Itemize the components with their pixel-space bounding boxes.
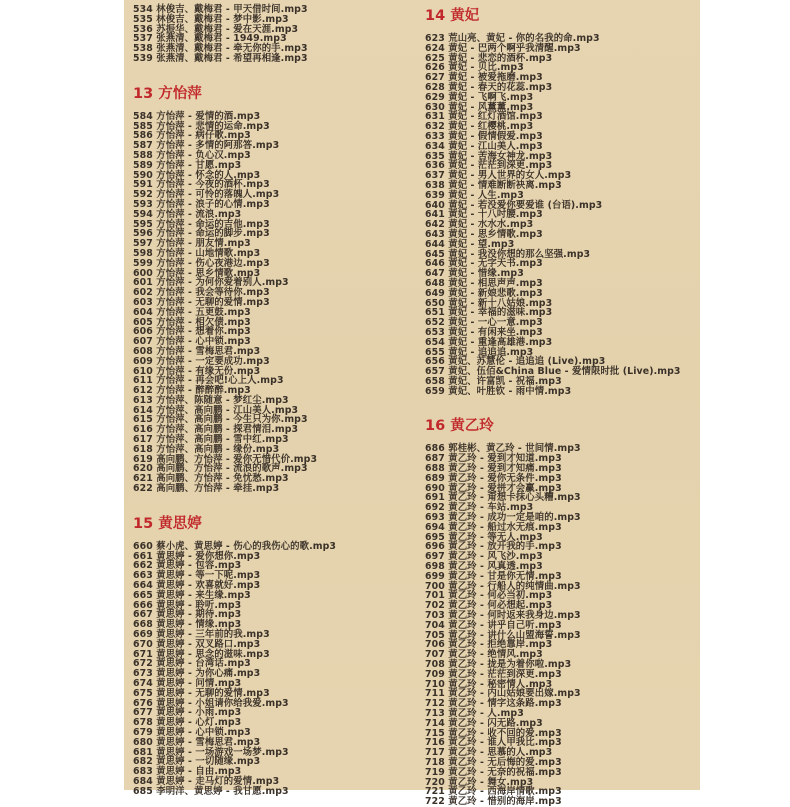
track-line: 688 黄乙玲 - 爱到才知痛.mp3	[425, 463, 562, 475]
track-line: 599 方怡萍 - 伤心夜港边.mp3	[133, 257, 270, 269]
track-line: 633 黄妃 - 假情假爱.mp3	[425, 130, 543, 142]
track-line: 663 黄思婷 - 等一下呢.mp3	[133, 570, 261, 582]
track-line: 696 黄乙玲 - 放开我的手.mp3	[425, 541, 562, 553]
track-line: 700 黄乙玲 - 行船人的纯情曲.mp3	[425, 580, 581, 592]
track-line: 683 黄思婷 - 自由.mp3	[133, 766, 242, 778]
track-line: 596 方怡萍 - 命运的脚步.mp3	[133, 228, 270, 240]
track-line: 635 黄妃 - 苦海女神龙.mp3	[425, 150, 553, 162]
track-line: 671 黄思婷 - 思念的滋味.mp3	[133, 648, 270, 660]
track-line: 634 黄妃 - 江山美人.mp3	[425, 140, 543, 152]
track-line: 538 张燕清、戴梅君 - 牵无你的手.mp3	[133, 43, 308, 55]
track-line: 658 黄妃、许富凯 - 祝福.mp3	[425, 375, 562, 387]
track-line: 606 方怡萍 - 想着你.mp3	[133, 326, 251, 338]
track-line: 678 黄思婷 - 心灯.mp3	[133, 717, 242, 729]
track-line: 691 黄乙玲 - 甭想卡抹心头糟.mp3	[425, 492, 581, 504]
track-line: 611 方怡萍 - 再会吧!心上人.mp3	[133, 375, 284, 387]
track-line: 707 黄乙玲 - 绝情风.mp3	[425, 649, 543, 661]
track-line: 695 黄乙玲 - 等无人.mp3	[425, 531, 543, 543]
track-line: 708 黄乙玲 - 拢是为着你啦.mp3	[425, 659, 572, 671]
track-line: 699 黄乙玲 - 甘是你无情.mp3	[425, 570, 562, 582]
track-line: 665 黄思婷 - 来生缘.mp3	[133, 589, 251, 601]
track-line: 657 黄妃、伍佰&China Blue - 爱情限时批 (Live).mp3	[425, 366, 681, 378]
section-header: 13 方怡萍	[133, 85, 202, 102]
track-line: 715 黄乙玲 - 收不回的爱.mp3	[425, 727, 562, 739]
track-line: 615 方怡萍、高向鹏 - 今生只为你.mp3	[133, 414, 308, 426]
track-line: 722 黄乙玲 - 惜别的海岸.mp3	[425, 796, 562, 807]
track-line: 647 黄妃 - 惜缘.mp3	[425, 268, 524, 280]
track-line: 627 黄妃 - 被爱拖磨.mp3	[425, 72, 543, 84]
track-line: 640 黄妃 - 若没爱你要爱谁 (台语).mp3	[425, 199, 603, 211]
track-line: 709 黄乙玲 - 茫茫到深更.mp3	[425, 668, 562, 680]
track-line: 662 黄思婷 - 包容.mp3	[133, 560, 242, 572]
track-line: 621 高向鹏、方怡萍 - 免忧愁.mp3	[133, 473, 289, 485]
track-line: 670 黄思婷 - 双叉路口.mp3	[133, 638, 261, 650]
track-line: 677 黄思婷 - 小雨.mp3	[133, 707, 242, 719]
track-line: 598 方怡萍 - 山地情歌.mp3	[133, 247, 261, 259]
track-line: 645 黄妃 - 我没你想的那么坚强.mp3	[425, 248, 591, 260]
track-line: 604 方怡萍 - 五更鼓.mp3	[133, 306, 251, 318]
track-line: 687 黄乙玲 - 爱到才知道.mp3	[425, 453, 562, 465]
track-line: 701 黄乙玲 - 何必当初.mp3	[425, 590, 553, 602]
section-header: 14 黄妃	[425, 8, 480, 24]
track-line: 703 黄乙玲 - 何时返来我身边.mp3	[425, 610, 581, 622]
track-line: 589 方怡萍 - 甘愿.mp3	[133, 159, 242, 171]
track-line: 595 方怡萍 - 命运的吉他.mp3	[133, 218, 270, 230]
track-line: 605 方怡萍 - 相欠债.mp3	[133, 316, 251, 328]
track-line: 644 黄妃 - 望.mp3	[425, 238, 515, 250]
track-line: 702 黄乙玲 - 何必想起.mp3	[425, 600, 553, 612]
track-line: 718 黄乙玲 - 无后悔的爱.mp3	[425, 756, 562, 768]
track-line: 612 方怡萍 - 醉醉醉.mp3	[133, 385, 251, 397]
track-line: 630 黄妃 - 风薰薰.mp3	[425, 101, 534, 113]
track-line: 714 黄乙玲 - 闪无路.mp3	[425, 717, 543, 729]
playlist-right-column	[425, 0, 710, 807]
track-line: 586 方怡萍 - 病仔歌.mp3	[133, 130, 251, 142]
track-line: 690 黄乙玲 - 爱拼才会赢.mp3	[425, 482, 562, 494]
track-line: 603 方怡萍 - 无聊的爱情.mp3	[133, 296, 270, 308]
track-line: 717 黄乙玲 - 思慕的人.mp3	[425, 747, 553, 759]
track-line: 607 方怡萍 - 心中锁.mp3	[133, 336, 251, 348]
track-line: 655 黄妃 - 追追追.mp3	[425, 346, 534, 358]
playlist-left-column	[133, 0, 425, 797]
track-line: 698 黄乙玲 - 风真透.mp3	[425, 561, 543, 573]
track-line: 710 黄乙玲 - 秘密情人.mp3	[425, 678, 553, 690]
track-line: 648 黄妃 - 相思声声.mp3	[425, 277, 543, 289]
track-line: 661 黄思婷 - 爱你想你.mp3	[133, 550, 261, 562]
track-line: 666 黄思婷 - 聆听.mp3	[133, 599, 242, 611]
track-line: 668 黄思婷 - 情缘.mp3	[133, 619, 242, 631]
track-line: 711 黄乙玲 - 内山姑娘要出嫁.mp3	[425, 688, 581, 700]
track-line: 674 黄思婷 - 问情.mp3	[133, 678, 242, 690]
track-line: 631 黄妃 - 红灯酒馆.mp3	[425, 111, 543, 123]
track-line: 675 黄思婷 - 无聊的爱情.mp3	[133, 687, 270, 699]
track-line: 682 黄思婷 - 一切随缘.mp3	[133, 756, 261, 768]
track-line: 535 林俊吉、戴梅君 - 梦中影.mp3	[133, 13, 289, 25]
track-line: 609 方怡萍 - 一定要成功.mp3	[133, 355, 270, 367]
track-line: 721 黄乙玲 - 西海岸情歌.mp3	[425, 786, 562, 798]
track-line: 619 高向鹏、方怡萍 - 爱你无惜代价.mp3	[133, 453, 318, 465]
track-line: 659 黄妃、叶胜钦 - 雨中情.mp3	[425, 385, 572, 397]
track-line: 676 黄思婷 - 小姐请你给我爱.mp3	[133, 697, 289, 709]
track-line: 624 黄妃 - 巴两个啊乎我清醒.mp3	[425, 42, 581, 54]
section-header: 15 黄思婷	[133, 515, 202, 532]
track-line: 618 方怡萍、高向鹏 - 缘份.mp3	[133, 443, 280, 455]
track-line: 623 荒山亮、黄妃 - 你的名我的命.mp3	[425, 33, 600, 44]
track-line: 641 黄妃 - 十八吋腰.mp3	[425, 209, 543, 221]
track-line: 669 黄思婷 - 三年前的我.mp3	[133, 629, 270, 641]
track-line: 720 黄乙玲 - 舞女.mp3	[425, 776, 534, 788]
track-line: 653 黄妃 - 有闲来坐.mp3	[425, 326, 543, 338]
track-line: 681 黄思婷 - 一场游戏一场梦.mp3	[133, 746, 289, 758]
track-line: 636 黄妃 - 茫茫到深更.mp3	[425, 160, 553, 172]
track-line: 613 方怡萍、陈随意 - 梦红尘.mp3	[133, 394, 289, 406]
track-line: 591 方怡萍 - 今夜的酒杯.mp3	[133, 179, 270, 191]
track-line: 686 郭桂彬、黄乙玲 - 世间情.mp3	[425, 443, 581, 455]
track-line: 651 黄妃 - 幸福的滋味.mp3	[425, 307, 553, 319]
track-line: 650 黄妃 - 新十八姑娘.mp3	[425, 297, 553, 309]
track-line: 536 苏振华、戴梅君 - 爱在天涯.mp3	[133, 23, 299, 35]
track-line: 617 方怡萍、高向鹏 - 雪中红.mp3	[133, 434, 289, 446]
track-line: 642 黄妃 - 水水水.mp3	[425, 219, 534, 231]
track-line: 620 高向鹏、方怡萍 - 流浪的歌声.mp3	[133, 463, 308, 475]
track-line: 601 方怡萍 - 为何你爱着别人.mp3	[133, 277, 289, 289]
track-line: 643 黄妃 - 思乡情歌.mp3	[425, 228, 543, 240]
track-line: 694 黄乙玲 - 船过水无痕.mp3	[425, 521, 562, 533]
track-line: 534 林俊吉、戴梅君 - 甲天借时间.mp3	[133, 4, 308, 15]
track-line: 584 方怡萍 - 爱情的酒.mp3	[133, 110, 261, 122]
track-line: 693 黄乙玲 - 成功一定是咱的.mp3	[425, 512, 581, 524]
track-line: 637 黄妃 - 男人世界的女人.mp3	[425, 170, 572, 182]
track-line: 713 黄乙玲 - 人.mp3	[425, 708, 524, 719]
track-line: 667 黄思婷 - 期待.mp3	[133, 609, 242, 621]
track-line: 649 黄妃 - 新娘悲歌.mp3	[425, 287, 543, 299]
track-line: 705 黄乙玲 - 讲什么山盟海誓.mp3	[425, 629, 581, 641]
track-line: 537 张燕清、戴梅君 - 1949.mp3	[133, 33, 287, 45]
track-line: 602 方怡萍 - 我会等待你.mp3	[133, 287, 270, 299]
track-line: 656 黄妃、苏慧伦 - 追追追 (Live).mp3	[425, 356, 606, 368]
track-line: 680 黄思婷 - 雪梅思君.mp3	[133, 736, 261, 748]
track-line: 632 黄妃 - 红樱桃.mp3	[425, 121, 534, 133]
track-line: 639 黄妃 - 人生.mp3	[425, 189, 524, 201]
track-line: 539 张燕清、戴梅君 - 希望再相逢.mp3	[133, 52, 308, 64]
track-line: 704 黄乙玲 - 讲乎自己听.mp3	[425, 619, 562, 631]
track-line: 629 黄妃 - 飞啊飞.mp3	[425, 91, 534, 103]
track-line: 685 李明洋、黄思婷 - 我甘愿.mp3	[133, 785, 289, 797]
track-line: 672 黄思婷 - 台湾话.mp3	[133, 658, 251, 670]
track-line: 592 方怡萍 - 可怜的落魄人.mp3	[133, 189, 280, 201]
track-line: 706 黄乙玲 - 拒绝靠岸.mp3	[425, 639, 553, 651]
track-line: 689 黄乙玲 - 爱你无条件.mp3	[425, 472, 562, 484]
track-line: 622 高向鹏、方怡萍 - 牵挂.mp3	[133, 483, 280, 495]
track-line: 660 蔡小虎、黄思婷 - 伤心的我伤心的歌.mp3	[133, 540, 337, 552]
track-line: 588 方怡萍 - 负心汉.mp3	[133, 149, 251, 161]
track-line: 664 黄思婷 - 欢喜就好.mp3	[133, 580, 261, 592]
section-header: 16 黄乙玲	[425, 418, 494, 435]
track-line: 712 黄乙玲 - 情字这条路.mp3	[425, 698, 562, 710]
track-line: 593 方怡萍 - 浪子的心情.mp3	[133, 198, 270, 210]
track-line: 616 方怡萍、高向鹏 - 探君情泪.mp3	[133, 424, 299, 436]
track-line: 590 方怡萍 - 怀念的人.mp3	[133, 169, 261, 181]
track-line: 719 黄乙玲 - 无奈的祝福.mp3	[425, 766, 562, 778]
track-line: 646 黄妃 - 无字天书.mp3	[425, 258, 543, 270]
track-line: 614 方怡萍、高向鹏 - 江山美人.mp3	[133, 404, 299, 416]
track-line: 697 黄乙玲 - 风飞沙.mp3	[425, 551, 543, 563]
track-line: 594 方怡萍 - 流浪.mp3	[133, 208, 242, 220]
track-line: 587 方怡萍 - 多情的阿那答.mp3	[133, 140, 280, 152]
track-line: 716 黄乙玲 - 谁人甲我比.mp3	[425, 737, 562, 749]
track-line: 652 黄妃 - 一心一意.mp3	[425, 317, 543, 329]
track-line: 692 黄乙玲 - 车站.mp3	[425, 502, 534, 514]
track-line: 628 黄妃 - 春天的花蕊.mp3	[425, 81, 553, 93]
track-line: 625 黄妃 - 悲恋的酒杯.mp3	[425, 52, 553, 64]
track-line: 600 方怡萍 - 思乡情歌.mp3	[133, 267, 261, 279]
track-line: 597 方怡萍 - 朋友情.mp3	[133, 238, 251, 250]
track-line: 610 方怡萍 - 有缘无份.mp3	[133, 365, 261, 377]
track-line: 585 方怡萍 - 悲情的运命.mp3	[133, 120, 270, 132]
track-line: 608 方怡萍 - 雪梅思君.mp3	[133, 345, 261, 357]
track-line: 673 黄思婷 - 为你心痛.mp3	[133, 668, 261, 680]
track-line: 654 黄妃 - 重逢高雄港.mp3	[425, 336, 553, 348]
track-line: 626 黄妃 - 贝比.mp3	[425, 62, 524, 74]
track-line: 684 黄思婷 - 走马灯的爱情.mp3	[133, 775, 280, 787]
track-line: 638 黄妃 - 情难断断袂离.mp3	[425, 179, 562, 191]
track-line: 679 黄思婷 - 心中锁.mp3	[133, 727, 251, 738]
